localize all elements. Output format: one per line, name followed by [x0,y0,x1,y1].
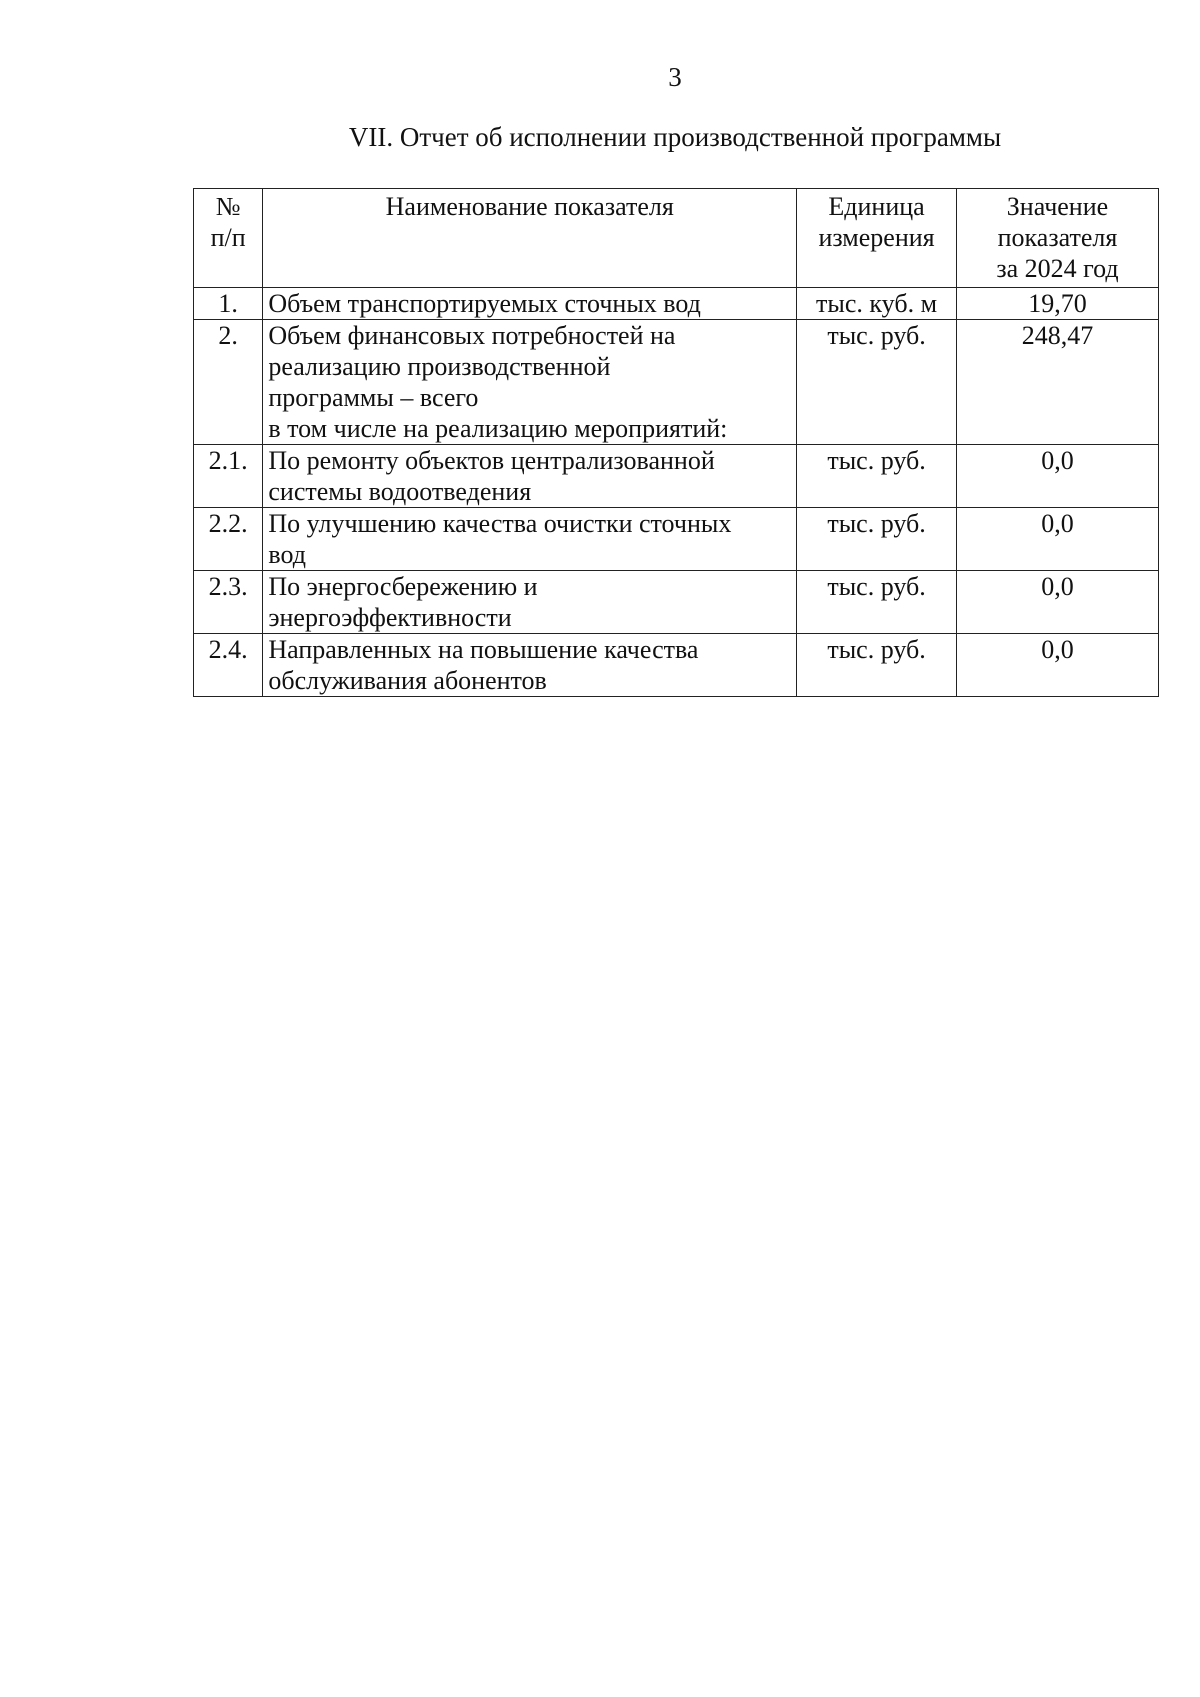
row-name-text: По улучшению качества очистки сточных вод [268,509,732,569]
row-num: 2.4. [194,634,263,697]
row-unit: тыс. руб. [797,445,957,508]
row-num: 2. [194,320,263,445]
table-row [194,288,1159,320]
page-number: 3 [668,62,682,92]
row-value: 19,70 [956,288,1158,320]
table-header-row [194,189,1159,288]
table-row [194,320,1159,445]
report-table [193,188,1159,697]
row-name [263,508,797,571]
table-row [194,445,1159,508]
row-value: 0,0 [956,508,1158,571]
row-unit: тыс. куб. м [797,288,957,320]
row-num: 2.2. [194,508,263,571]
row-num: 2.3. [194,571,263,634]
row-name-text: По энергосбережению и энергоэффективности [268,572,538,632]
section-title: VII. Отчет об исполнении производственной программы [348,122,1002,152]
row-num: 1. [194,288,263,320]
header-num [194,189,263,288]
row-value: 248,47 [956,320,1158,445]
row-name [263,445,797,508]
header-name [263,189,797,288]
table-row [194,634,1159,697]
header-num-label: № п/п [210,192,246,252]
header-unit [797,189,957,288]
row-value: 0,0 [956,445,1158,508]
row-name [263,571,797,634]
row-unit: тыс. руб. [797,508,957,571]
header-unit-label: Единица измерения [818,192,935,252]
row-name [263,634,797,697]
header-value [956,189,1158,288]
row-name [263,320,797,445]
row-name-text: По ремонту объектов централизованной системы водоотведения [268,446,715,506]
row-unit: тыс. руб. [797,320,957,445]
row-name [263,288,797,320]
table-row [194,508,1159,571]
row-unit: тыс. руб. [797,571,957,634]
row-num: 2.1. [194,445,263,508]
row-unit: тыс. руб. [797,634,957,697]
table-row [194,571,1159,634]
header-name-label: Наименование показателя [385,192,674,221]
row-name-text: Объем транспортируемых сточных вод [268,289,701,318]
row-value: 0,0 [956,571,1158,634]
header-value-label: Значение показателя за 2024 год [996,192,1119,283]
row-name-text: Объем финансовых потребностей на реализацию производственной программы – всего в том числе на реализацию мероприятий: [268,321,728,443]
row-value: 0,0 [956,634,1158,697]
row-name-text: Направленных на повышение качества обслуживания абонентов [268,635,699,695]
